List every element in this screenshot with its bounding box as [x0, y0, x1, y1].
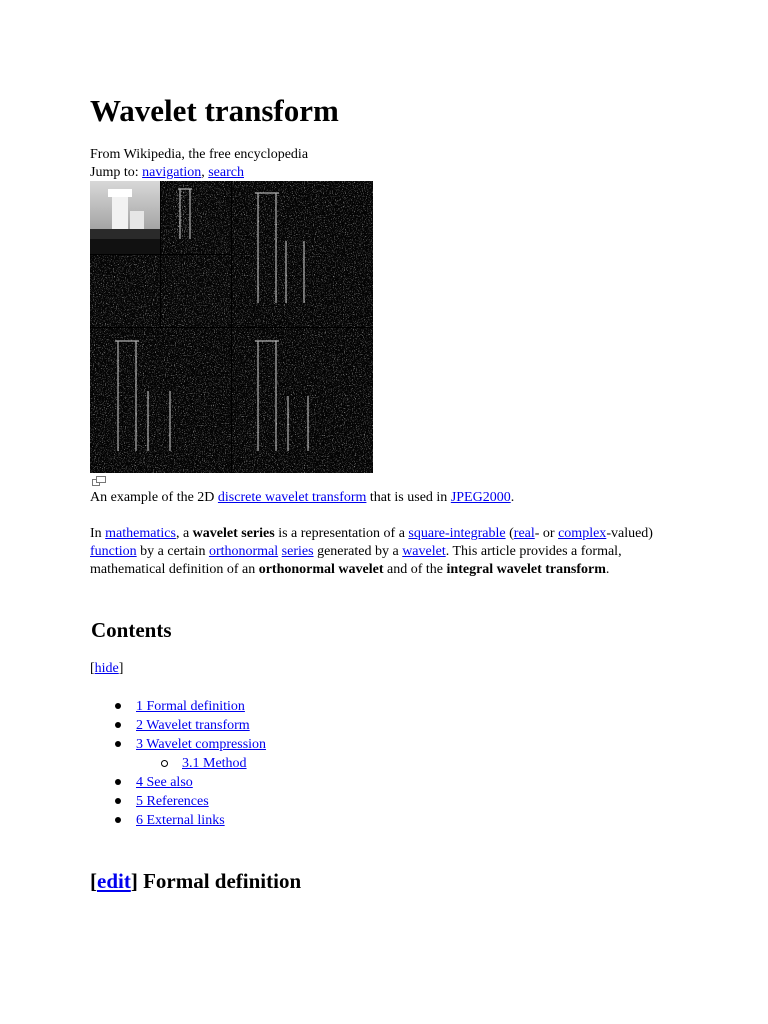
intro-text: and of the: [383, 562, 447, 577]
intro-text: -valued): [606, 526, 653, 541]
toc-link-external-links[interactable]: 6 External links: [136, 813, 225, 828]
caption-text: An example of the 2D: [90, 490, 218, 505]
intro-text: by a certain: [136, 544, 209, 559]
toc-item: [114, 697, 266, 716]
toc-link-method[interactable]: 3.1 Method: [182, 756, 247, 771]
intro-text: is a representation of a: [274, 526, 409, 541]
intro-text: , a: [175, 526, 193, 541]
contents-heading: Contents: [91, 618, 172, 642]
complex-link[interactable]: complex: [558, 526, 607, 541]
table-of-contents: [114, 697, 266, 830]
dwt-link[interactable]: discrete wavelet transform: [217, 490, 367, 505]
toc-item: [114, 735, 266, 754]
caption-text: that is used in: [366, 490, 451, 505]
enlarge-icon[interactable]: [92, 473, 106, 483]
real-link[interactable]: real: [513, 526, 535, 541]
jpeg2000-link[interactable]: JPEG2000: [450, 490, 511, 505]
series-link[interactable]: series: [281, 544, 314, 559]
tagline: From Wikipedia, the free encyclopedia: [90, 147, 309, 162]
toc-link-wavelet-compression[interactable]: 3 Wavelet compression: [136, 737, 267, 752]
jump-to-label: Jump to:: [90, 165, 143, 180]
page-title: Wavelet transform: [90, 93, 339, 128]
bracket: ]: [118, 661, 124, 676]
toc-item: [114, 773, 266, 792]
toc-link-formal-definition[interactable]: 1 Formal definition: [136, 699, 245, 714]
square-integrable-link[interactable]: square-integrable: [408, 526, 506, 541]
toc-link-wavelet-transform[interactable]: 2 Wavelet transform: [136, 718, 250, 733]
term-orthonormal-wavelet: orthonormal wavelet: [258, 562, 384, 577]
bracket: ]: [130, 869, 144, 893]
section-heading-formal-definition: [90, 867, 301, 895]
intro-text: generated by a: [313, 544, 403, 559]
term-wavelet-series: wavelet series: [192, 526, 275, 541]
bracket: [: [90, 869, 97, 893]
bracket: [: [90, 661, 95, 676]
toc-toggle: [90, 660, 123, 678]
toc-link-see-also[interactable]: 4 See also: [136, 775, 193, 790]
hide-toc-link[interactable]: hide: [94, 661, 119, 676]
intro-paragraph: [90, 525, 670, 579]
intro-text: . This article provides a formal, mathematical definition of an: [90, 544, 622, 577]
jump-separator: ,: [201, 165, 209, 180]
jump-search-link[interactable]: search: [208, 165, 244, 180]
orthonormal-link[interactable]: orthonormal: [208, 544, 279, 559]
intro-text: (: [505, 526, 514, 541]
intro-text: - or: [534, 526, 559, 541]
mathematics-link[interactable]: mathematics: [105, 526, 176, 541]
figure-caption: [90, 489, 514, 507]
edit-section-link[interactable]: edit: [97, 869, 131, 893]
wavelet-decomposition-image[interactable]: [90, 181, 373, 473]
term-integral-wavelet-transform: integral wavelet transform: [446, 562, 606, 577]
toc-link-references[interactable]: 5 References: [136, 794, 209, 809]
toc-item: [114, 716, 266, 735]
toc-item: [114, 792, 266, 811]
jump-navigation-link[interactable]: navigation: [142, 165, 202, 180]
function-link[interactable]: function: [90, 544, 137, 559]
section-title: Formal definition: [143, 869, 302, 893]
intro-text: In: [90, 526, 106, 541]
caption-text: .: [510, 490, 515, 505]
toc-item: [114, 811, 266, 830]
jump-to: [90, 164, 244, 181]
intro-text: .: [605, 562, 610, 577]
wavelet-link[interactable]: wavelet: [402, 544, 446, 559]
toc-subitem: [114, 754, 266, 773]
